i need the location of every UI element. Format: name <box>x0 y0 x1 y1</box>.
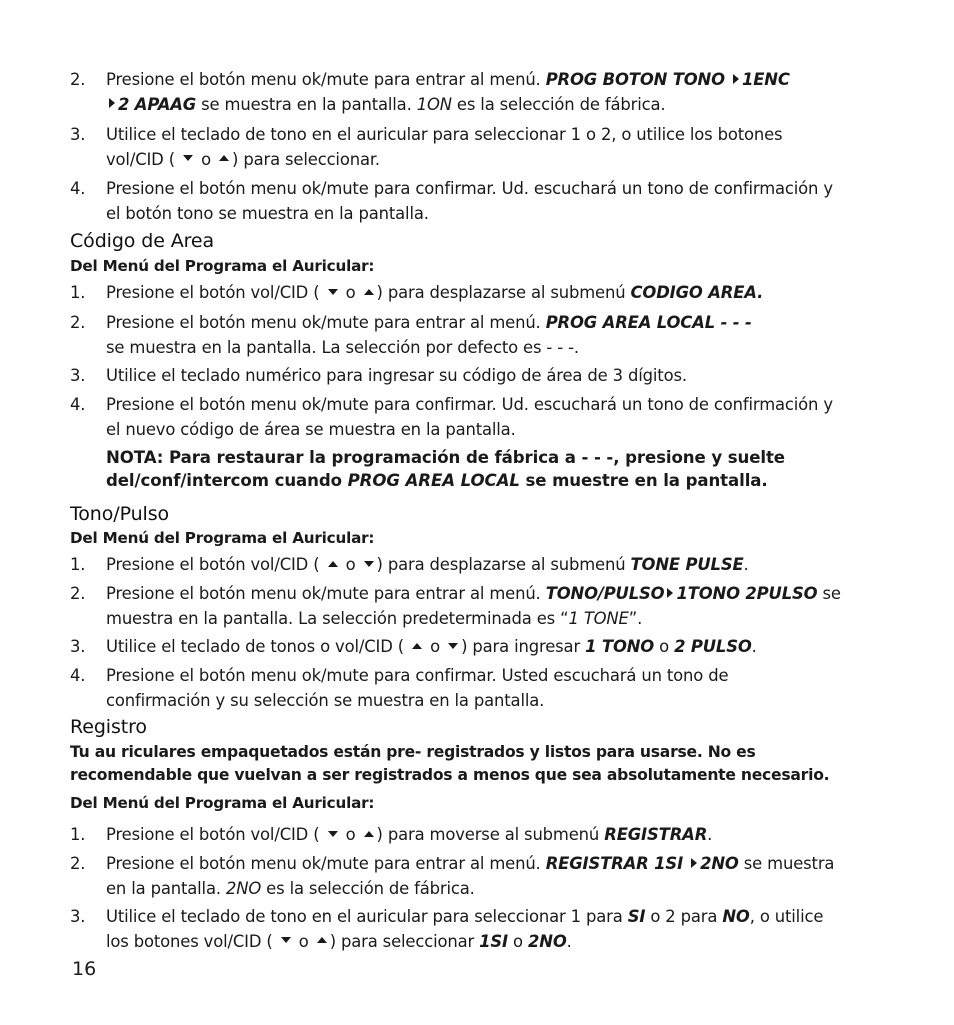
text: ) para ingresar <box>461 637 586 656</box>
item-text <box>106 635 886 660</box>
text: o <box>654 637 675 656</box>
display-text: 2 APAAG <box>118 94 197 114</box>
section-heading: Registro <box>70 716 147 738</box>
text: o <box>345 555 356 574</box>
item-number: 2. <box>70 70 86 89</box>
display-text: TONO/PULSO <box>545 584 665 603</box>
item-text <box>106 281 886 306</box>
display-text: NO <box>722 907 750 926</box>
item-number: 4. <box>70 666 86 685</box>
item-number: 2. <box>70 854 86 873</box>
arrow-right-icon <box>691 858 697 868</box>
page-number: 16 <box>72 958 97 980</box>
text: Utilice el teclado de tono en el auricular para seleccionar 1 para <box>106 907 628 926</box>
arrow-right-icon <box>109 98 115 108</box>
item-number: 1. <box>70 825 86 844</box>
item-number: 2. <box>70 584 86 603</box>
item-number: 1. <box>70 283 86 302</box>
text: o <box>298 931 309 951</box>
text: Utilice el teclado de tonos o vol/CID ( <box>106 637 405 656</box>
display-text: 2NO <box>528 931 567 951</box>
text: se <box>817 584 841 603</box>
text: o <box>345 825 356 844</box>
text: ) para moverse al submenú <box>376 825 605 844</box>
arrow-down-icon <box>328 831 338 837</box>
text: , o utilice <box>749 907 824 926</box>
item-number: 3. <box>70 907 86 926</box>
text: muestra en la pantalla. La selección predeterminada es “ <box>106 608 569 628</box>
display-text: 2NO <box>225 878 262 898</box>
display-text: 2 PULSO <box>674 637 752 656</box>
item-number: 2. <box>70 313 86 332</box>
text: es la selección de fábrica. <box>261 878 475 898</box>
intro-text <box>70 741 882 787</box>
text: es la selección de fábrica. <box>451 94 666 114</box>
display-text: SI <box>627 907 646 926</box>
item-number: 4. <box>70 179 86 198</box>
section-subheading: Del Menú del Programa el Auricular: <box>70 257 375 275</box>
section-subheading: Del Menú del Programa el Auricular: <box>70 529 375 547</box>
item-text <box>106 177 886 226</box>
item-text <box>106 123 886 172</box>
display-text: CODIGO AREA. <box>630 283 764 302</box>
text: . <box>751 637 757 656</box>
display-text: PROG AREA LOCAL - - - <box>545 313 752 332</box>
text: Presione el botón vol/CID ( <box>106 283 320 302</box>
arrow-up-icon <box>364 831 374 837</box>
display-text: 1 TONO <box>585 637 655 656</box>
arrow-up-icon <box>219 155 229 161</box>
text: el botón tono se muestra en la pantalla. <box>106 203 429 223</box>
section-heading: Código de Area <box>70 230 215 252</box>
text: se muestre en la pantalla. <box>519 471 768 490</box>
text: Presione el botón menu ok/mute para entrar al menú. <box>106 854 546 873</box>
text: Utilice el teclado de tono en el auricular para seleccionar 1 o 2, o utilice los botones <box>106 125 783 144</box>
text: se muestra en la pantalla. La selección por defecto es - - -. <box>106 337 579 357</box>
item-text <box>106 393 886 442</box>
text: Presione el botón menu ok/mute para entrar al menú. <box>106 313 546 332</box>
display-text: 1ENC <box>741 70 790 89</box>
text: Presione el botón menu ok/mute para confirmar. Ud. escuchará un tono de confirmación y <box>106 395 833 414</box>
display-text: PROG BOTON TONO <box>545 70 725 89</box>
text: Presione el botón menu ok/mute para confirmar. Ud. escuchará un tono de confirmación y <box>106 179 833 198</box>
text: Presione el botón menu ok/mute para confirmar. Usted escuchará un tono de <box>106 666 729 685</box>
item-text <box>106 311 886 360</box>
display-text: 1TONO 2PULSO <box>676 584 818 603</box>
text: Presione el botón vol/CID ( <box>106 825 320 844</box>
arrow-up-icon <box>317 937 327 943</box>
item-text <box>106 68 886 117</box>
text: . <box>566 931 572 951</box>
text: o 2 para <box>645 907 723 926</box>
display-text: TONE PULSE <box>630 555 744 574</box>
text: NOTA: Para restaurar la programación de fábrica a - - -, presione y suelte <box>106 448 785 467</box>
display-text: 1SI <box>479 931 508 951</box>
text: o <box>508 931 528 951</box>
item-number: 3. <box>70 366 86 385</box>
text: ) para desplazarse al submenú <box>376 283 631 302</box>
text: Utilice el teclado numérico para ingresar su código de área de 3 dígitos. <box>106 366 687 385</box>
arrow-up-icon <box>328 561 338 567</box>
text: en la pantalla. <box>106 878 226 898</box>
display-text: 1 TONE <box>568 608 629 628</box>
item-number: 1. <box>70 555 86 574</box>
text: o <box>345 283 356 302</box>
arrow-up-icon <box>412 643 422 649</box>
text: ) para desplazarse al submenú <box>376 555 631 574</box>
arrow-down-icon <box>448 643 458 649</box>
item-text <box>106 852 886 901</box>
section-subheading: Del Menú del Programa el Auricular: <box>70 794 375 812</box>
text: del/conf/intercom cuando <box>106 471 348 490</box>
display-text: REGISTRAR 1SI <box>545 854 684 873</box>
text: Tu au riculares empaquetados están pre- registrados y listos para usarse. No es <box>70 743 756 761</box>
item-text <box>106 553 886 578</box>
arrow-down-icon <box>281 937 291 943</box>
text: vol/CID ( <box>106 149 175 169</box>
text: los botones vol/CID ( <box>106 931 273 951</box>
arrow-right-icon <box>733 74 739 84</box>
text: se muestra en la pantalla. <box>196 94 417 114</box>
text: ”. <box>628 608 643 628</box>
text: ) para seleccionar <box>329 931 480 951</box>
text: . <box>707 825 713 844</box>
display-text: 2NO <box>700 854 739 873</box>
text: recomendable que vuelvan a ser registrados a menos que sea absolutamente necesario. <box>70 766 830 784</box>
display-text: 1ON <box>416 94 452 114</box>
item-text <box>106 823 886 848</box>
arrow-down-icon <box>364 561 374 567</box>
text: Presione el botón menu ok/mute para entrar al menú. <box>106 70 546 89</box>
text: el nuevo código de área se muestra en la pantalla. <box>106 419 516 439</box>
section-heading: Tono/Pulso <box>70 503 170 525</box>
item-text <box>106 364 886 389</box>
item-number: 3. <box>70 125 86 144</box>
item-number: 3. <box>70 637 86 656</box>
arrow-down-icon <box>183 155 193 161</box>
arrow-up-icon <box>364 289 374 295</box>
item-number: 4. <box>70 395 86 414</box>
text: Presione el botón menu ok/mute para entrar al menú. <box>106 584 546 603</box>
text: . <box>743 555 749 574</box>
text: o <box>201 149 211 169</box>
arrow-down-icon <box>328 289 338 295</box>
item-text <box>106 582 886 631</box>
display-text: PROG AREA LOCAL <box>347 471 520 490</box>
text: o <box>430 637 441 656</box>
display-text: REGISTRAR <box>604 825 708 844</box>
text: se muestra <box>738 854 835 873</box>
item-text <box>106 905 886 954</box>
text: ) para seleccionar. <box>232 149 380 169</box>
arrow-right-icon <box>667 588 673 598</box>
text: Presione el botón vol/CID ( <box>106 555 320 574</box>
text: confirmación y su selección se muestra en la pantalla. <box>106 690 545 710</box>
note-text <box>106 446 886 492</box>
item-text <box>106 664 886 713</box>
